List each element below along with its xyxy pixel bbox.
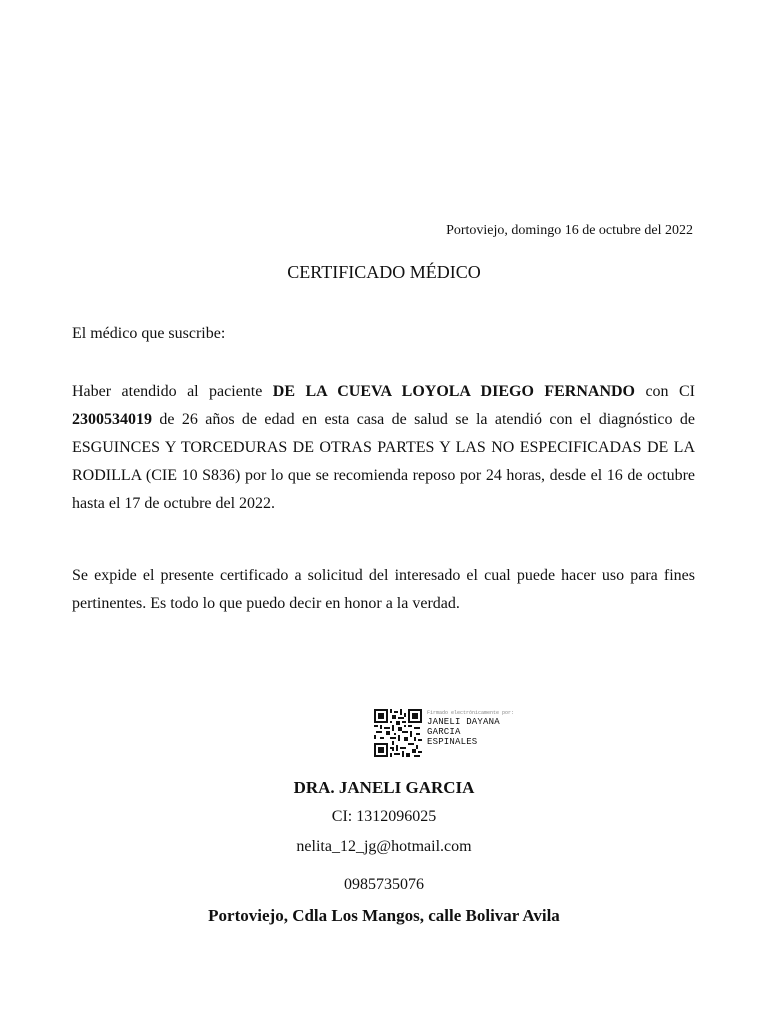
body-text-2: con CI: [635, 383, 695, 400]
signer-name-line-2: GARCIA: [427, 727, 461, 737]
document-title: CERTIFICADO MÉDICO: [287, 262, 481, 282]
signer-name-line-1: JANELI DAYANA: [427, 717, 500, 727]
doctor-phone: 0985735076: [344, 876, 424, 893]
doctor-ci: CI: 1312096025: [331, 808, 437, 825]
intro-paragraph: El médico que suscribe:: [72, 325, 226, 342]
attendance-paragraph: [72, 378, 695, 518]
date-line: Portoviejo, domingo 16 de octubre del 2022: [446, 223, 693, 238]
body-text-3: de 26 años de edad en esta casa de salud se la atendió con el diagnóstico de ESGUINCES Y TORCEDURAS DE OTRAS PARTES Y LAS NO ESPECIFICADAS DE LA RODILLA (CIE 10 S836) por lo que se recomienda reposo por 24 horas, desde el 16 de octubre hasta el 17 de octubre del 2022.: [72, 411, 695, 512]
signature-text: [427, 710, 514, 747]
doctor-name: DRA. JANELI GARCIA: [293, 778, 475, 797]
closing-paragraph: Se expide el presente certificado a solicitud del interesado el cual puede hacer uso para fines pertinentes. Es todo lo que puedo decir en honor a la verdad.: [72, 567, 695, 612]
qr-code-icon: [374, 709, 422, 757]
patient-ci: 2300534019: [72, 411, 152, 428]
doctor-email: nelita_12_jg@hotmail.com: [296, 838, 472, 855]
electronic-signature: [374, 709, 524, 757]
body-text-1: Haber atendido al paciente: [72, 383, 273, 400]
signer-name-line-3: ESPINALES: [427, 737, 478, 747]
patient-name: DE LA CUEVA LOYOLA DIEGO FERNANDO: [272, 383, 635, 400]
doctor-address: Portoviejo, Cdla Los Mangos, calle Bolivar Avila: [208, 906, 560, 925]
signature-caption: Firmado electrónicamente por:: [427, 710, 515, 716]
